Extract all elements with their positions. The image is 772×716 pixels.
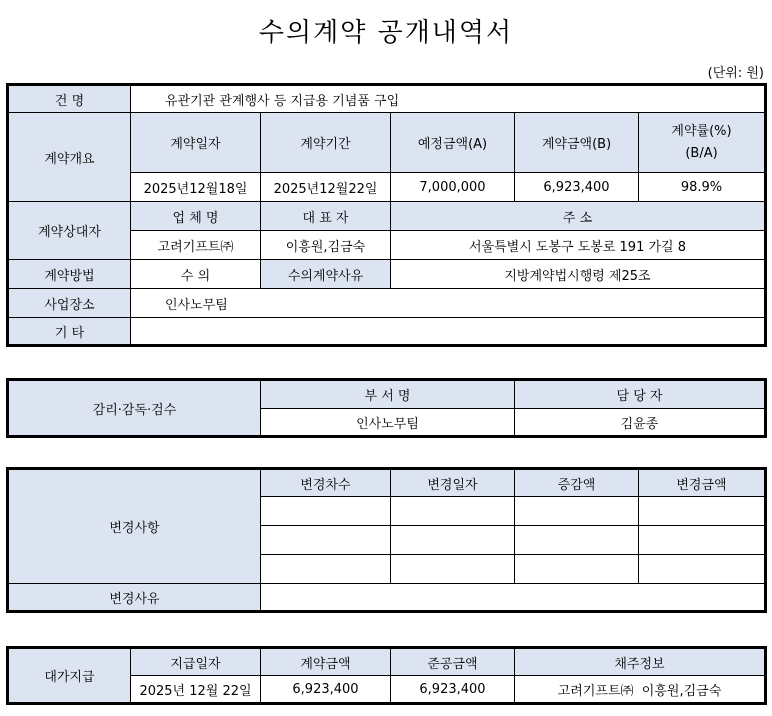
supervision-table xyxy=(6,378,767,438)
unit-note: (단위: 원) xyxy=(707,66,764,81)
estimate-value: 7,000,000 xyxy=(391,173,515,202)
contract-date-value: 2025년12월18일 xyxy=(131,173,261,202)
creditor-value: 고려기프트㈜ 이흥원,김금숙 xyxy=(515,676,766,704)
change-reason-value xyxy=(261,584,766,612)
change-cell xyxy=(639,497,766,526)
reason-value: 지방계약법시행령 제25조 xyxy=(391,260,766,289)
ratio-header-line1: 계약률(%) xyxy=(671,123,732,139)
payment-label: 대가지급 xyxy=(8,648,131,704)
method-label: 계약방법 xyxy=(8,260,131,289)
etc-label: 기 타 xyxy=(8,318,131,346)
change-cell xyxy=(391,555,515,584)
contract-name-label: 건 명 xyxy=(8,85,131,113)
payment-contract-amount-header: 계약금액 xyxy=(261,648,391,676)
representative-value: 이흥원,김금숙 xyxy=(261,231,391,260)
etc-value xyxy=(131,318,766,346)
company-header: 업 체 명 xyxy=(131,202,261,231)
department-value: 인사노무팀 xyxy=(261,409,515,437)
site-value: 인사노무팀 xyxy=(131,289,766,318)
contract-table xyxy=(6,83,767,347)
creditor-header: 채주정보 xyxy=(515,648,766,676)
reason-label: 수의계약사유 xyxy=(261,260,391,289)
contract-amount-header: 계약금액(B) xyxy=(515,113,639,173)
change-reason-label: 변경사유 xyxy=(8,584,261,612)
estimate-header: 예정금액(A) xyxy=(391,113,515,173)
change-cell xyxy=(515,555,639,584)
address-header: 주 소 xyxy=(391,202,766,231)
changes-label: 변경사항 xyxy=(8,469,261,584)
contract-date-header: 계약일자 xyxy=(131,113,261,173)
payment-date-header: 지급일자 xyxy=(131,648,261,676)
page-title: 수의계약 공개내역서 xyxy=(258,18,514,48)
department-header: 부 서 명 xyxy=(261,380,515,409)
change-date-header: 변경일자 xyxy=(391,469,515,497)
supervision-label: 감리·감독·검수 xyxy=(8,380,261,437)
payment-table xyxy=(6,646,767,705)
change-cell xyxy=(515,526,639,555)
contract-amount-value: 6,923,400 xyxy=(515,173,639,202)
change-cell xyxy=(515,497,639,526)
completion-amount-value: 6,923,400 xyxy=(391,676,515,704)
address-value: 서울특별시 도봉구 도봉로 191 가길 8 xyxy=(391,231,766,260)
change-cell xyxy=(639,555,766,584)
change-cell xyxy=(261,555,391,584)
change-cell xyxy=(391,526,515,555)
change-cell xyxy=(261,526,391,555)
representative-header: 대 표 자 xyxy=(261,202,391,231)
payment-date-value: 2025년 12월 22일 xyxy=(131,676,261,704)
counterparty-label: 계약상대자 xyxy=(8,202,131,260)
change-cell xyxy=(261,497,391,526)
company-value: 고려기프트㈜ xyxy=(131,231,261,260)
changes-table xyxy=(6,467,767,613)
site-label: 사업장소 xyxy=(8,289,131,318)
change-cell xyxy=(391,497,515,526)
method-value: 수 의 xyxy=(131,260,261,289)
ratio-header-line2: (B/A) xyxy=(685,145,718,161)
change-round-header: 변경차수 xyxy=(261,469,391,497)
change-diff-header: 증감액 xyxy=(515,469,639,497)
contract-name-value: 유관기관 관계행사 등 지급용 기념품 구입 xyxy=(131,85,766,113)
contract-period-header: 계약기간 xyxy=(261,113,391,173)
contract-period-value: 2025년12월22일 xyxy=(261,173,391,202)
payment-contract-amount-value: 6,923,400 xyxy=(261,676,391,704)
ratio-value: 98.9% xyxy=(639,173,766,202)
change-cell xyxy=(639,526,766,555)
person-header: 담 당 자 xyxy=(515,380,766,409)
ratio-header xyxy=(639,113,766,173)
completion-amount-header: 준공금액 xyxy=(391,648,515,676)
overview-label: 계약개요 xyxy=(8,113,131,202)
changed-amount-header: 변경금액 xyxy=(639,469,766,497)
person-value: 김윤종 xyxy=(515,409,766,437)
